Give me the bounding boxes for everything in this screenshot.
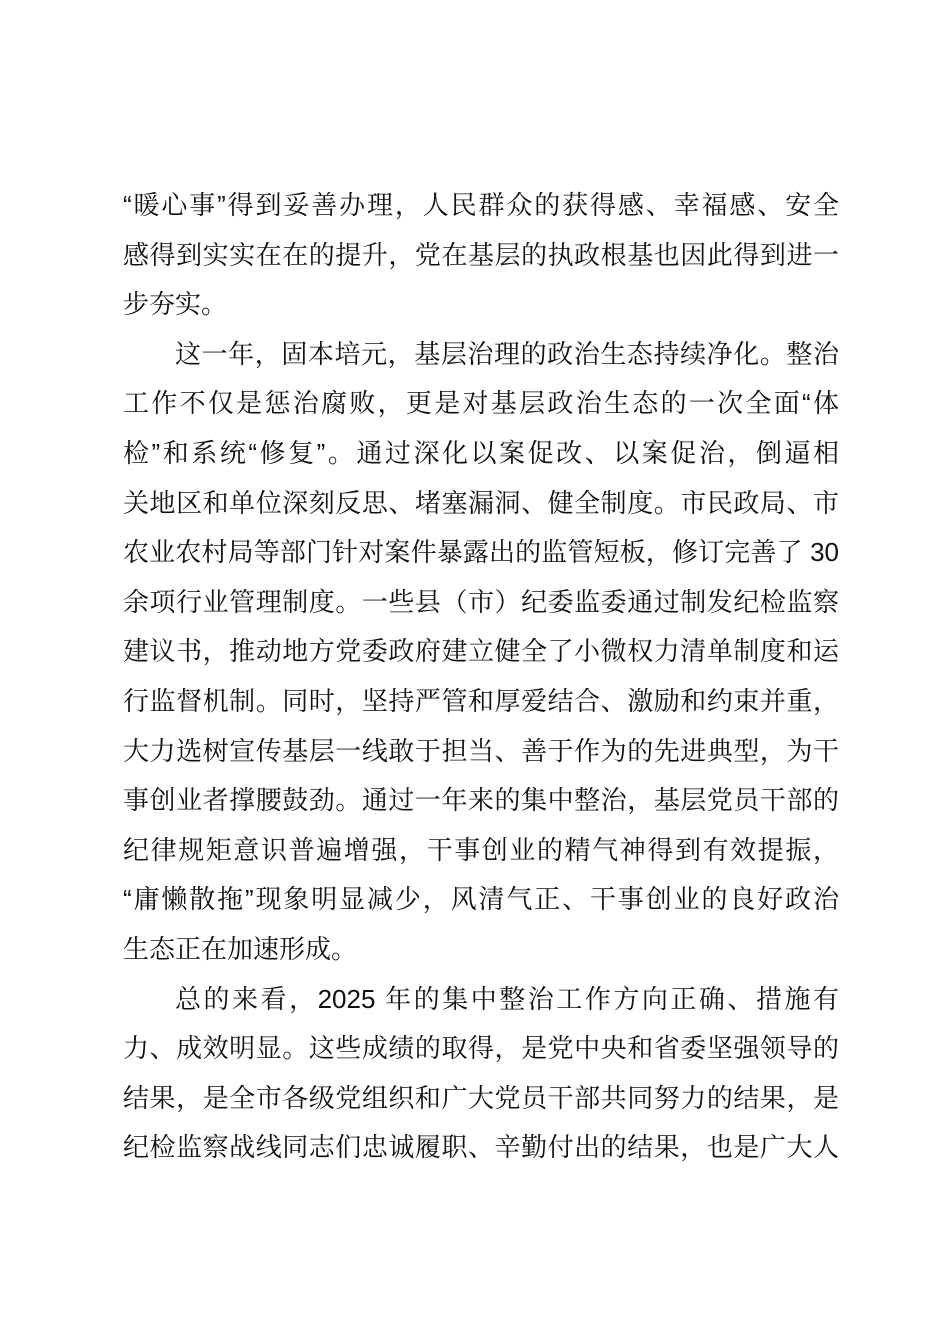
text-line: 总的来看，2025 年的集中整治工作方向正确、措施有 xyxy=(175,983,839,1014)
text-line: 农业农村局等部门针对案件暴露出的监管短板，修订完善了 30 xyxy=(123,537,839,568)
document-body-text xyxy=(123,181,839,1173)
text-line: “暖心事”得到妥善办理，人民群众的获得感、幸福感、安全 xyxy=(123,190,839,220)
text-line: 感得到实实在在的提升，党在基层的执政根基也因此得到进一 xyxy=(123,239,839,270)
text-line: 余项行业管理制度。一些县（市）纪委监委通过制发纪检监察 xyxy=(123,586,839,617)
text-line: 生态正在加速形成。 xyxy=(123,933,358,964)
text-line: “庸懒散拖”现象明显减少，风清气正、干事创业的良好政治 xyxy=(123,884,839,915)
text-line: 结果，是全市各级党组织和广大党员干部共同努力的结果，是 xyxy=(123,1082,839,1113)
text-line: 力、成效明显。这些成绩的取得，是党中央和省委坚强领导的 xyxy=(123,1033,839,1064)
text-line: 关地区和单位深刻反思、堵塞漏洞、健全制度。市民政局、市 xyxy=(123,487,839,518)
text-line: 行监督机制。同时，坚持严管和厚爱结合、激励和约束并重， xyxy=(123,685,839,716)
text-line: 步夯实。 xyxy=(123,289,228,320)
text-line: 大力选树宣传基层一线敢于担当、善于作为的先进典型，为干 xyxy=(123,735,839,766)
text-line: 纪检监察战线同志们忠诚履职、辛勤付出的结果，也是广大人 xyxy=(123,1132,839,1163)
text-line: 检”和系统“修复”。通过深化以案促改、以案促治，倒逼相 xyxy=(123,437,839,468)
text-line: 事创业者撑腰鼓劲。通过一年来的集中整治，基层党员干部的 xyxy=(123,785,839,816)
text-line: 纪律规矩意识普遍增强，干事创业的精气神得到有效提振， xyxy=(123,834,839,865)
text-line: 工作不仅是惩治腐败，更是对基层政治生态的一次全面“体 xyxy=(123,388,839,419)
text-line: 建议书，推动地方党委政府建立健全了小微权力清单制度和运 xyxy=(123,636,839,667)
text-line: 这一年，固本培元，基层治理的政治生态持续净化。整治 xyxy=(175,338,839,369)
